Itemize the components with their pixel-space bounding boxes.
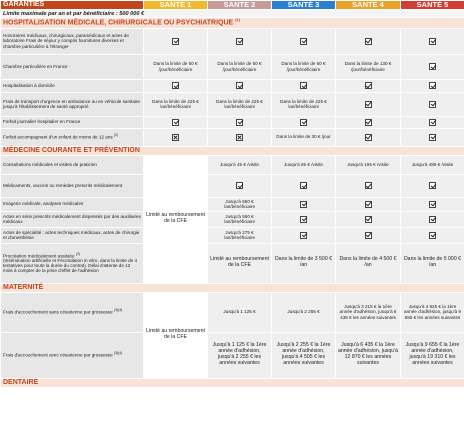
row-label: Frais d'accouchement sans césarienne par grossesse $^{(3)(4)}$ bbox=[1, 292, 144, 332]
cell-value: Jusqu'à 45 € /visite bbox=[208, 155, 272, 174]
cell-value: Dans la limite de 225 € /an/bénéficiaire bbox=[208, 92, 272, 116]
cell-value: Jusqu'à 2 255 € bbox=[272, 292, 336, 332]
row-label: Honoraires médicaux, chirurgicaux, paramédicaux et actes de laboratoire Frais de séjour y compris fournitures diverses et chambre particulière à l'étranger bbox=[1, 28, 144, 54]
check-box-icon bbox=[172, 119, 179, 126]
check-box-icon bbox=[429, 82, 436, 89]
cross-box-icon bbox=[172, 134, 179, 141]
cell-value: Dans la limite de 225 € /an/bénéficiaire bbox=[144, 92, 208, 116]
cell-value: Limité au remboursement de la CFE bbox=[208, 243, 272, 283]
check-box-icon bbox=[365, 134, 372, 141]
table-row bbox=[1, 155, 464, 174]
row-label: Actes en série prescrits médicalement dispensés par des auxiliaires médicaux bbox=[1, 211, 144, 227]
cell-value: Jusqu'à 485 € /visite bbox=[401, 155, 464, 174]
check-box-icon bbox=[429, 119, 436, 126]
check-box-icon bbox=[429, 216, 436, 223]
cell-value: Jusqu'à 3 215 € la 1ère année d'adhésion, jusqu'à 6 435 € les années suivantes bbox=[336, 292, 401, 332]
check-box-icon bbox=[236, 82, 243, 89]
cross-box-icon bbox=[236, 134, 243, 141]
check-box-icon bbox=[300, 119, 307, 126]
table-row bbox=[1, 243, 464, 283]
row-label: Chambre particulière en France bbox=[1, 54, 144, 79]
check-box-icon bbox=[365, 216, 372, 223]
cell-value: Dans la limite de 4 500 € /an bbox=[336, 243, 401, 283]
table-row bbox=[1, 227, 464, 243]
check-box-icon bbox=[172, 38, 179, 45]
row-label: Imagerie médicale, analyses médicales bbox=[1, 197, 144, 211]
check-box-icon bbox=[365, 82, 372, 89]
sante1-header: SANTÉ 1 bbox=[144, 1, 208, 10]
cfe-limit-cell: Limité au remboursement de la CFE bbox=[144, 155, 208, 283]
table-row bbox=[1, 79, 464, 92]
check-box-icon bbox=[429, 101, 436, 108]
cell-value: Jusqu'à 550 € /an/bénéficiaire bbox=[208, 211, 272, 227]
sante4-header: SANTÉ 4 bbox=[336, 1, 401, 10]
check-box-icon bbox=[429, 63, 436, 70]
check-box-icon bbox=[429, 134, 436, 141]
cell-value: Jusqu'à 1 125 € bbox=[208, 292, 272, 332]
garanties-header: GARANTIES bbox=[1, 1, 144, 10]
row-label: Frais d'accouchement avec césarienne par grossesse $^{(3)(4)}$ bbox=[1, 332, 144, 378]
check-box-icon bbox=[172, 82, 179, 89]
row-label: Frais de transport d'urgence en ambulance ou en véhicule sanitaire jusqu'à l'établissement de santé approprié bbox=[1, 92, 144, 116]
check-box-icon bbox=[300, 216, 307, 223]
row-label: Hospitalisation à domicile bbox=[1, 79, 144, 92]
cell-value: Jusqu'à 1 125 € la 1ère année d'adhésion, jusqu'à 2 255 € les années suivantes bbox=[208, 332, 272, 378]
cell-value: Jusqu'à 195 € /visite bbox=[336, 155, 401, 174]
cell-value: Jusqu'à 65 € /visite bbox=[272, 155, 336, 174]
cell-value: Jusqu'à 4 825 € la 1ère année d'adhésion, jusqu'à 9 655 € les années suivantes bbox=[401, 292, 464, 332]
check-box-icon bbox=[365, 101, 372, 108]
check-box-icon bbox=[300, 201, 307, 208]
cell-value: Jusqu'à 275 € /an/bénéficiaire bbox=[208, 227, 272, 243]
cell-value: Jusqu'à 2 255 € la 1ère année d'adhésion, jusqu'à 4 505 € les années suivantes bbox=[272, 332, 336, 378]
check-box-icon bbox=[236, 38, 243, 45]
table-row bbox=[1, 54, 464, 79]
cell-value: Dans la limite de 30 € /jour bbox=[272, 128, 336, 146]
row-label: Forfait accompagnant d'un enfant de moins de 12 ans $^{(2)}$ bbox=[1, 128, 144, 146]
table-row bbox=[1, 211, 464, 227]
table-row bbox=[1, 128, 464, 146]
check-box-icon bbox=[300, 182, 307, 189]
check-box-icon bbox=[365, 38, 372, 45]
check-box-icon bbox=[300, 38, 307, 45]
check-box-icon bbox=[429, 232, 436, 239]
cell-value: Dans la limite de 5 000 € /an bbox=[401, 243, 464, 283]
table-row bbox=[1, 28, 464, 54]
check-box-icon bbox=[236, 182, 243, 189]
cell-value: Jusqu'à 9 655 € la 1ère année d'adhésion, jusqu'à 19 310 € les années suivantes bbox=[401, 332, 464, 378]
table-row bbox=[1, 197, 464, 211]
cell-value: Dans la limite de 50 € /jour/bénéficiaire bbox=[208, 54, 272, 79]
table-row bbox=[1, 292, 464, 332]
row-label: Actes de spécialité : actes techniques médicaux, actes de chirurgie et d'anesthésie bbox=[1, 227, 144, 243]
cell-value: Jusqu'à 550 € /an/bénéficiaire bbox=[208, 197, 272, 211]
check-box-icon bbox=[429, 38, 436, 45]
section-hospitalisation: HOSPITALISATION MÉDICALE, CHIRURGICALE OU PSYCHIATRIQUE $^{(1)}$ bbox=[1, 18, 464, 28]
section-dentaire: DENTAIRE bbox=[1, 378, 464, 387]
header-row bbox=[1, 1, 464, 10]
check-box-icon bbox=[365, 201, 372, 208]
cell-value: Dans la limite de 130 € /jour/bénéficiaire bbox=[336, 54, 401, 79]
row-label: Médicaments, vaccins ou remèdes prescrits médicalement bbox=[1, 174, 144, 197]
sante2-header: SANTÉ 2 bbox=[208, 1, 272, 10]
check-box-icon bbox=[300, 82, 307, 89]
row-label: Procréation médicalement assistée $^{(3)}$ (Insémination artificielle et Fécondation in vitro, dans la limite de 4 tentatives pour toute la durée du contrat). Délai d'attente de 12 mois à compter de la prise d'effet de l'adhésion bbox=[1, 243, 144, 283]
cfe-limit-cell: Limité au remboursement de la CFE bbox=[144, 292, 208, 378]
check-box-icon bbox=[429, 201, 436, 208]
row-label: Consultations médicales et visites de praticien bbox=[1, 155, 144, 174]
cell-value: Jusqu'à 6 435 € la 1ère année d'adhésion, jusqu'à 12 870 € les années suivantes bbox=[336, 332, 401, 378]
check-box-icon bbox=[365, 232, 372, 239]
check-box-icon bbox=[236, 119, 243, 126]
cell-value: Dans la limite de 50 € /jour/bénéficiaire bbox=[144, 54, 208, 79]
table-row bbox=[1, 92, 464, 116]
cell-value: Dans la limite de 60 € /jour/bénéficiaire bbox=[272, 54, 336, 79]
sante5-header: SANTÉ 5 bbox=[401, 1, 464, 10]
check-box-icon bbox=[300, 232, 307, 239]
cell-value: Dans la limite de 225 € /an/bénéficiaire bbox=[272, 92, 336, 116]
section-maternite: MATERNITÉ bbox=[1, 283, 464, 292]
cell-value: Dans la limite de 3 500 € /an bbox=[272, 243, 336, 283]
table-row bbox=[1, 116, 464, 128]
table-row bbox=[1, 174, 464, 197]
sante3-header: SANTÉ 3 bbox=[272, 1, 336, 10]
row-label: Forfait journalier hospitalier en France bbox=[1, 116, 144, 128]
section-medecine: MÉDECINE COURANTE ET PRÉVENTION bbox=[1, 146, 464, 155]
check-box-icon bbox=[429, 182, 436, 189]
table-row bbox=[1, 332, 464, 378]
annual-limit: Limite maximale par an et par bénéficiaire : 500 000 € bbox=[1, 10, 464, 18]
check-box-icon bbox=[365, 119, 372, 126]
check-box-icon bbox=[365, 182, 372, 189]
